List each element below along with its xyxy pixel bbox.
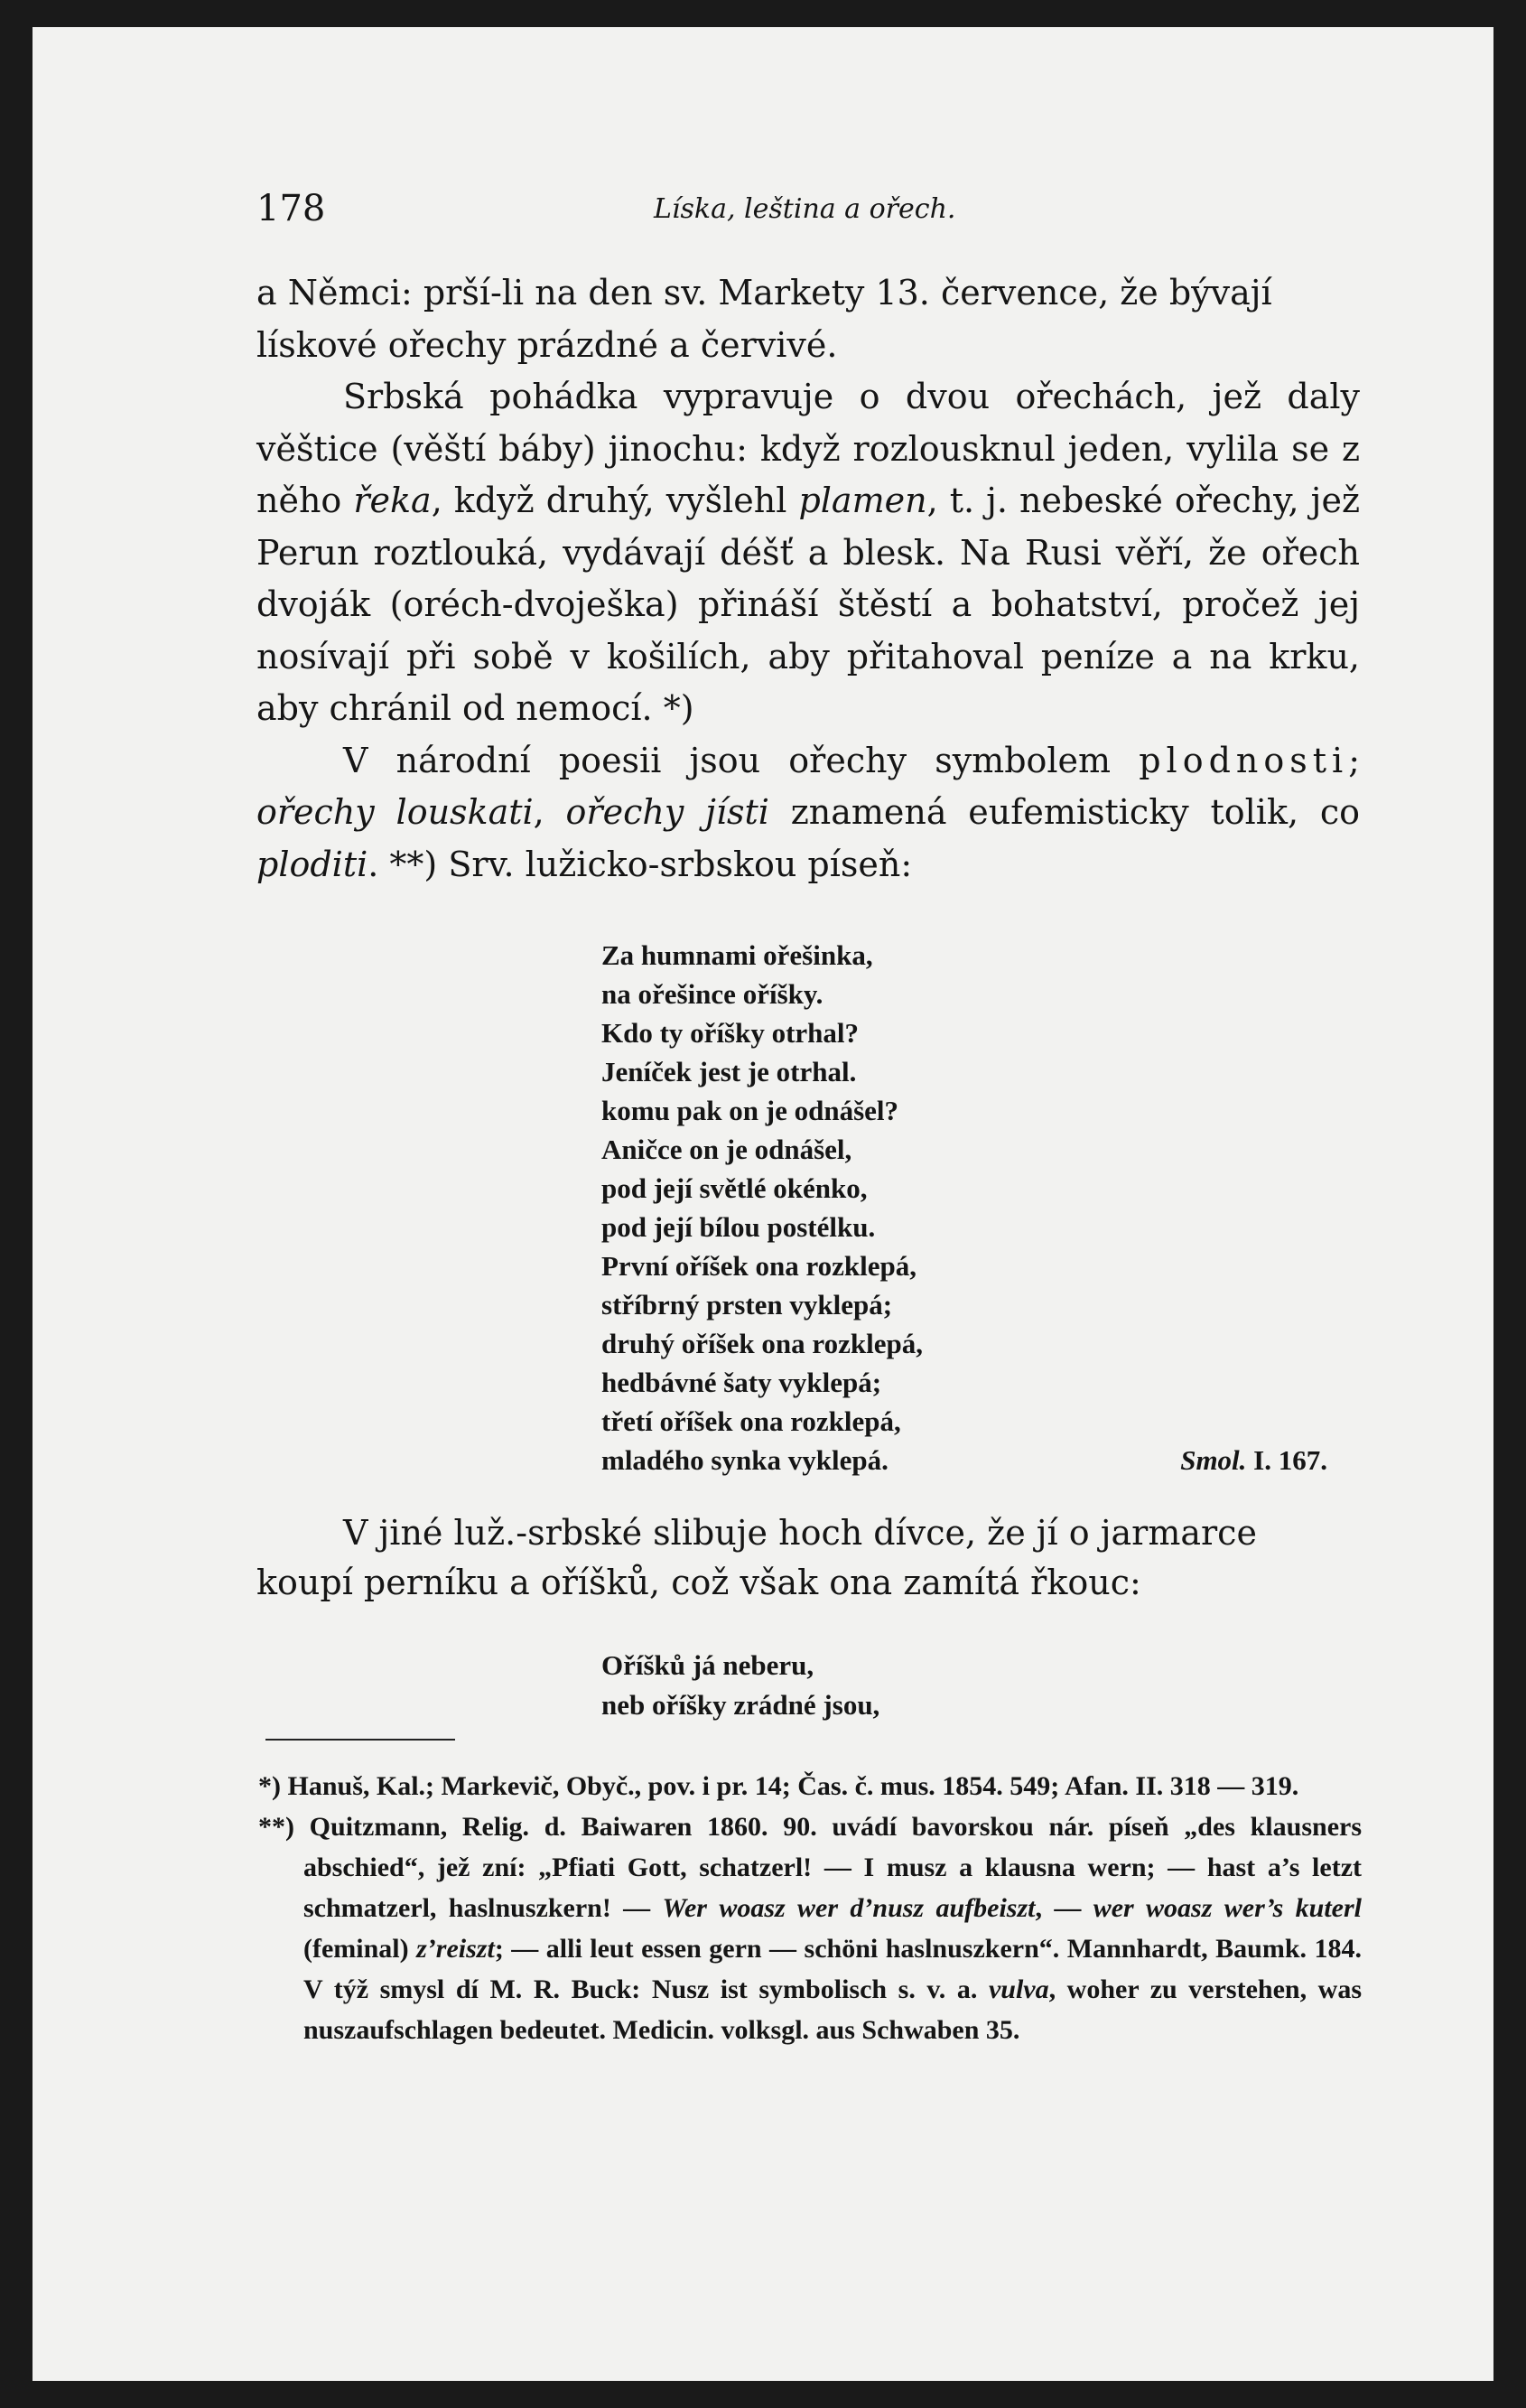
paragraph-2-text-c: , když druhý, vyšlehl — [431, 481, 799, 520]
poem-2-line: neb oříšky zrádné jsou, — [601, 1689, 880, 1721]
paragraph-1-line-1: a Němci: prší-li na den sv. Markety 13. července, že bývají — [256, 273, 1272, 313]
paragraph-3-text-g: znamená eufemisticky tolik, co — [768, 792, 1360, 832]
footnote-1-marker: *) — [258, 1771, 281, 1801]
footnote-1-text: Hanuš, Kal.; Markevič, Obyč., pov. i pr. 14; Čas. č. mus. 1854. 549; Afan. II. 318 — 319. — [281, 1771, 1299, 1801]
footnote-2-italic-b: Wer woasz wer d’nusz aufbeiszt — [662, 1893, 1036, 1923]
emphasis-orechy-louskati: ořechy louskati — [256, 792, 534, 832]
footnotes — [258, 1766, 1363, 2050]
paragraph-2 — [256, 371, 1360, 735]
poem-2 — [601, 1646, 879, 1725]
emphasis-ploditi: ploditi — [256, 844, 368, 884]
poem-1-line: druhý oříšek ona rozklepá, — [601, 1328, 923, 1359]
poem-1-line: Kdo ty oříšky otrhal? — [601, 1017, 860, 1049]
poem-source-author: Smol. — [1180, 1444, 1247, 1476]
poem-2-line: Oříšků já neberu, — [601, 1649, 814, 1681]
page-header — [256, 188, 1358, 242]
poem-1 — [601, 936, 1360, 1479]
emphasis-reka: řeka — [353, 481, 432, 520]
paragraph-3 — [256, 735, 1360, 891]
paragraph-3-text-i: . **) Srv. lužicko-srbskou píseň: — [368, 844, 913, 884]
poem-1-line: mladého synka vyklepá. — [601, 1444, 889, 1476]
paragraph-2-text-a: Srbská pohádka vypravuje o dvou ořechách, jež daly věštice (věští báby) jinochu: když rozlousknul jeden, vylila se z něho — [256, 377, 1360, 520]
paragraph-1 — [256, 267, 1360, 371]
footnote-2-text-c: , — — [1035, 1893, 1093, 1923]
poem-1-line: Aničce on je odnášel, — [601, 1134, 852, 1165]
footnote-2-italic-d: wer woasz wer’s kuterl — [1093, 1893, 1362, 1923]
footnote-2-text-a: Quitzmann, Relig. d. Baiwaren 1860. 90. uvádí bavorskou nár. píseň „des klausners abschied“, jež zní: „Pfiati Gott, schatzerl! — I musz a klausna wern; — hast a’s letzt schmatzerl, haslnuszkern! — — [294, 1812, 1362, 1923]
footnote-2-text-i: , woher zu verstehen, was nuszaufschlagen bedeutet. Medicin. volksgl. aus Schwaben 35. — [303, 1974, 1363, 2045]
poem-1-line: hedbávné šaty vyklepá; — [601, 1367, 882, 1398]
spaced-plodnosti: plodnosti — [1139, 740, 1349, 780]
poem-1-line: komu pak on je odnášel? — [601, 1095, 899, 1126]
main-text — [256, 267, 1360, 891]
emphasis-plamen: plamen — [798, 481, 927, 520]
page-number: 178 — [256, 188, 326, 229]
emphasis-orechy-jisti: ořechy jísti — [565, 792, 769, 832]
footnote-2-text-e: (feminal) — [303, 1934, 417, 1964]
paragraph-1-line-2: lískové ořechy prázdné a červivé. — [256, 324, 838, 365]
paragraph-4 — [256, 1508, 1360, 1608]
poem-1-line: pod její světlé okénko, — [601, 1172, 868, 1204]
poem-source — [1180, 1441, 1327, 1479]
footnote-2 — [258, 1806, 1363, 2050]
poem-1-line: Za humnami ořešinka, — [601, 939, 873, 971]
footnote-2-text-g: ; — alli leut essen gern — schöni haslnuszkern“. Mannhardt, Baumk. 184. V týž smysl dí M. R. Buck: Nusz ist symbolisch s. v. a. — [303, 1934, 1362, 2004]
poem-1-line: Jeníček jest je otrhal. — [601, 1056, 857, 1087]
running-title: Líska, leština a ořech. — [654, 193, 956, 225]
footnote-1 — [258, 1766, 1362, 1806]
footnote-2-marker: **) — [258, 1812, 294, 1842]
paragraph-4-line-1: V jiné luž.-srbské slibuje hoch dívce, že jí o jarmarce — [343, 1513, 1257, 1553]
paragraph-3-text-a: V národní poesii jsou ořechy symbolem — [343, 740, 1140, 780]
footnote-rule — [265, 1739, 455, 1741]
paragraph-2-text-e: , t. j. nebeské ořechy, jež Perun roztlouká, vydávají déšť a blesk. Na Rusi věří, že ořech dvoják (oréch-dvoješka) přináší štěstí a bohatství, pročež jej nosívají při sobě v košilích, aby přitahoval peníze a na krku, aby chránil od nemocí. *) — [256, 481, 1360, 728]
poem-1-line: na ořešince oříšky. — [601, 978, 823, 1010]
footnote-2-italic-h: vulva — [988, 1974, 1049, 2004]
poem-1-line: stříbrný prsten vyklepá; — [601, 1289, 893, 1321]
paragraph-3-text-e: , — [533, 792, 566, 832]
footnote-2-italic-f: z’reiszt — [416, 1934, 495, 1964]
paragraph-3-text-c: ; — [1348, 740, 1360, 780]
book-page — [33, 27, 1493, 2381]
poem-1-line: třetí oříšek ona rozklepá, — [601, 1405, 901, 1437]
paragraph-4-line-2: koupí perníku a oříšků, což však ona zamítá řkouc: — [256, 1563, 1141, 1602]
poem-1-line: První oříšek ona rozklepá, — [601, 1250, 917, 1282]
poem-source-ref: I. 167. — [1246, 1444, 1327, 1476]
poem-1-line: pod její bílou postélku. — [601, 1211, 876, 1243]
